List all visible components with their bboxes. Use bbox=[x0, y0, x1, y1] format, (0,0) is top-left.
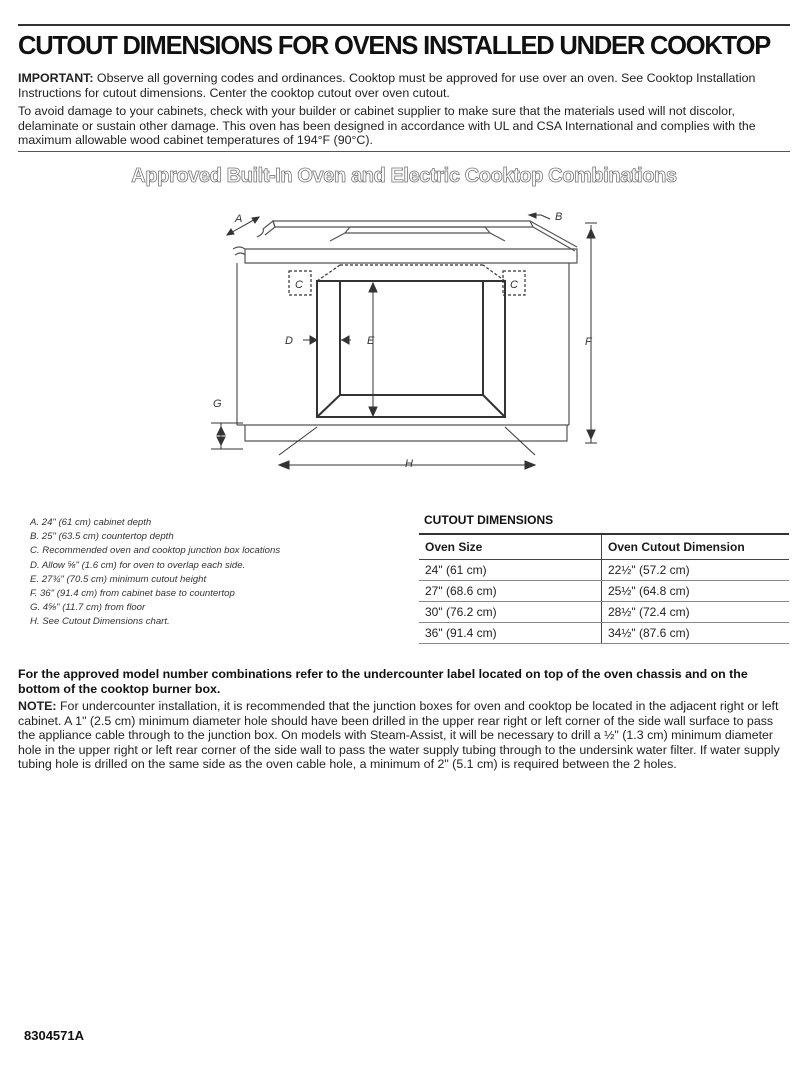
table-row bbox=[419, 581, 789, 602]
approved-combinations-note: For the approved model number combinations refer to the undercounter label located on top of the oven chassis and on the bottom of the cooktop burner box. bbox=[18, 667, 748, 696]
legend-item: F. 36" (91.4 cm) from cabinet base to countertop bbox=[30, 588, 235, 600]
legend-item: A. 24" (61 cm) cabinet depth bbox=[30, 517, 152, 528]
label-d: D bbox=[285, 335, 293, 347]
page-title: CUTOUT DIMENSIONS FOR OVENS INSTALLED UNDER COOKTOP bbox=[18, 32, 771, 60]
table-row bbox=[419, 602, 789, 623]
table-row bbox=[419, 560, 789, 581]
legend-item: D. Allow ⅝" (1.6 cm) for oven to overlap each side. bbox=[30, 559, 246, 571]
figure-heading: Approved Built-In Oven and Electric Cooktop Combinations bbox=[131, 165, 677, 187]
column-header: Oven Cutout Dimension bbox=[602, 534, 790, 560]
important-text: Observe all governing codes and ordinances. Cooktop must be approved for use over an oven. See Cooktop Installation Instructions for cutout dimensions. Center the cooktop cutout over oven cutout. bbox=[18, 71, 756, 100]
label-c-left: C bbox=[295, 279, 303, 291]
legend-item: B. 25" (63.5 cm) countertop depth bbox=[30, 531, 174, 543]
table-cell: 22½" (57.2 cm) bbox=[602, 560, 790, 581]
label-a: A bbox=[235, 213, 243, 225]
important-paragraph bbox=[18, 71, 790, 100]
table-cell: 30" (76.2 cm) bbox=[419, 602, 602, 623]
table-cell: 36" (91.4 cm) bbox=[419, 623, 602, 644]
table-cell: 28½" (72.4 cm) bbox=[602, 602, 790, 623]
important-label: IMPORTANT: bbox=[18, 71, 94, 85]
cutout-table-title: CUTOUT DIMENSIONS bbox=[424, 513, 554, 527]
label-h: H bbox=[405, 458, 413, 470]
document-number: 8304571A bbox=[24, 1028, 84, 1043]
label-b: B bbox=[555, 211, 563, 223]
note-label: NOTE: bbox=[18, 699, 57, 713]
table-row bbox=[419, 623, 789, 644]
legend-item: H. See Cutout Dimensions chart. bbox=[30, 616, 170, 628]
top-rule bbox=[18, 24, 790, 26]
table-cell: 24" (61 cm) bbox=[419, 560, 602, 581]
damage-paragraph: To avoid damage to your cabinets, check with your builder or cabinet supplier to make sure that the materials used will not discolor, delaminate or sustain other damage. This oven has been designed in accordance with UL and CSA International and complies with the maximum allowable wood cabinet temperatures of 194°F (90°C). bbox=[18, 104, 756, 147]
note-text: For undercounter installation, it is recommended that the junction boxes for oven and cooktop be located in the adjacent right or left cabinet. A 1" (2.5 cm) minimum diameter hole should have been drilled in the upper rear right or left corner of the side wall surface to pass the appliance cable through to the junction box. On models with Steam-Assist, it will be necessary to drill a ½" (1.3 cm) minimum diameter hole in the upper right or left rear corner of the side wall to pass the water supply tubing through to the undersink water filter. If water supply tubing hole is drilled on the same side as the oven cable hole, a minimum of 2" (5.1 cm) is required between the 2 holes. bbox=[18, 699, 780, 771]
legend-item: E. 27¾" (70.5 cm) minimum cutout height bbox=[30, 573, 207, 585]
label-e: E bbox=[367, 335, 375, 347]
label-f: F bbox=[585, 336, 592, 348]
cutout-dimensions-table bbox=[419, 533, 789, 644]
installation-diagram bbox=[205, 205, 605, 475]
label-g: G bbox=[213, 398, 222, 410]
diagram-legend bbox=[30, 516, 280, 630]
section-rule bbox=[18, 151, 790, 152]
table-cell: 27" (68.6 cm) bbox=[419, 581, 602, 602]
label-c-right: C bbox=[510, 279, 518, 291]
table-cell: 25½" (64.8 cm) bbox=[602, 581, 790, 602]
legend-item: C. Recommended oven and cooktop junction box locations bbox=[30, 545, 281, 557]
table-cell: 34½" (87.6 cm) bbox=[602, 623, 790, 644]
table-header-row bbox=[419, 534, 789, 560]
column-header: Oven Size bbox=[419, 534, 602, 560]
legend-item: G. 4⅝" (11.7 cm) from floor bbox=[30, 602, 146, 614]
installation-note bbox=[18, 699, 790, 772]
